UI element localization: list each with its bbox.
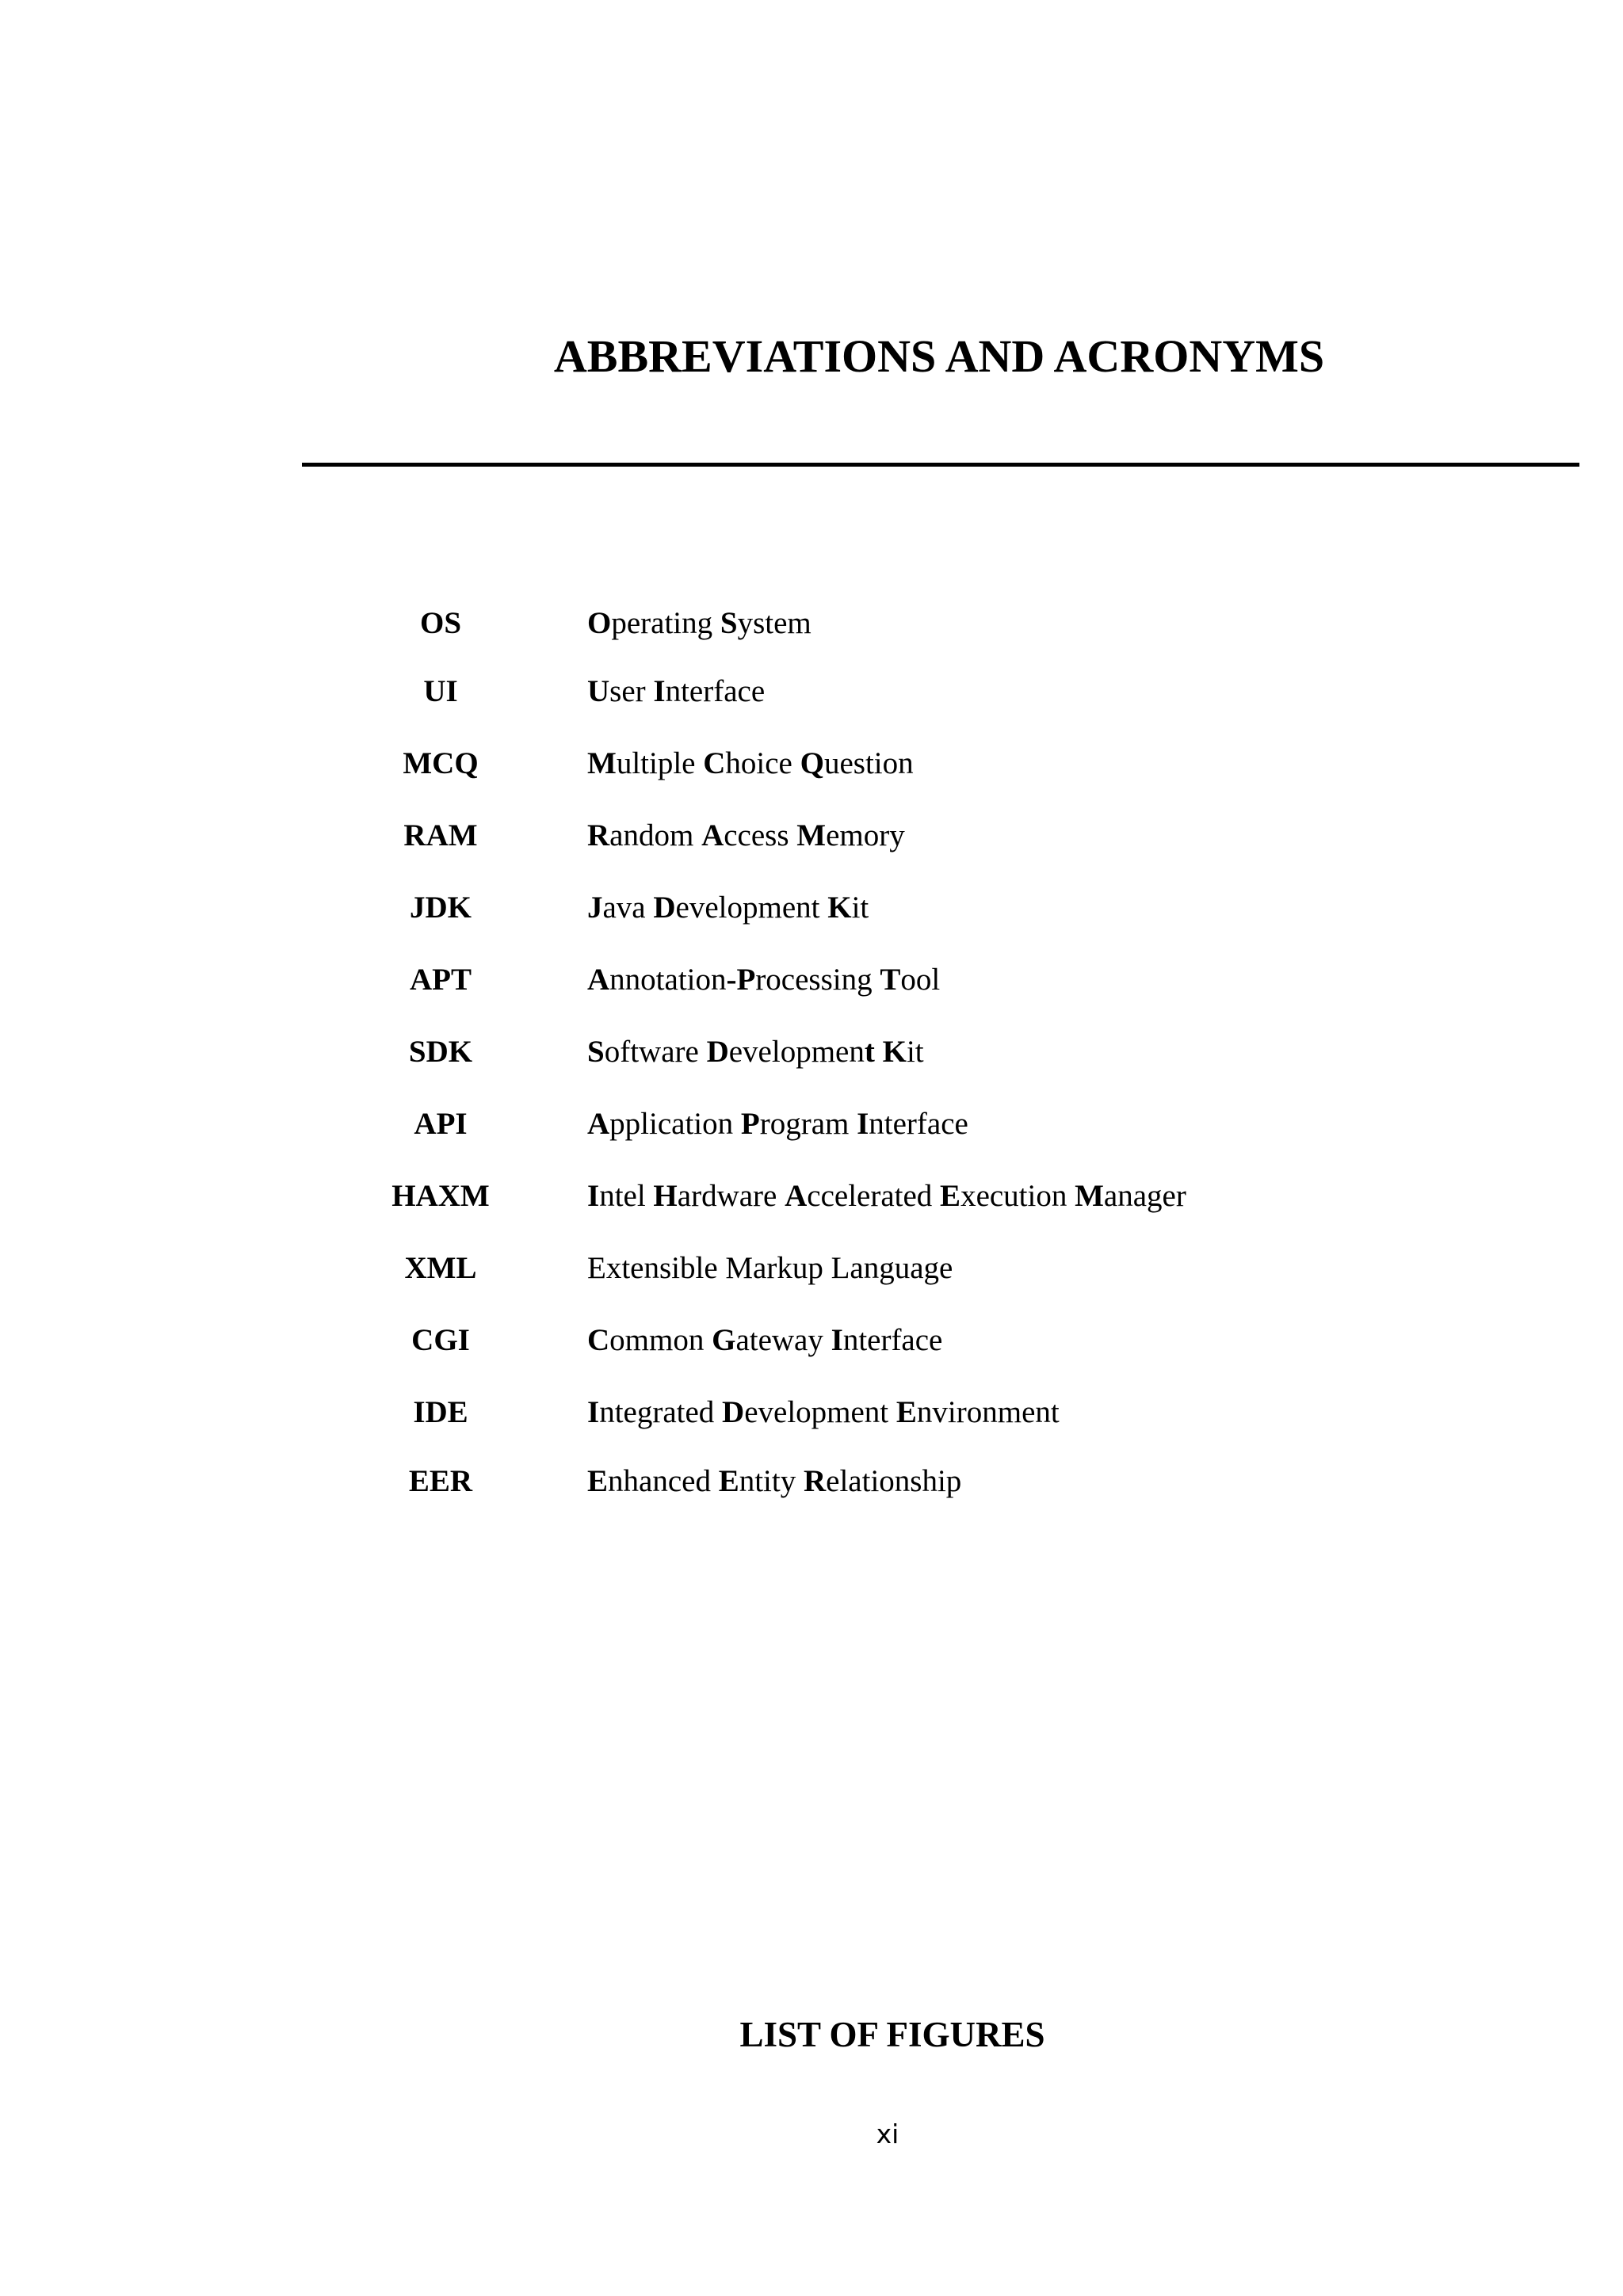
definition-initial: A xyxy=(785,1179,808,1213)
definition-initial: I xyxy=(587,1179,600,1213)
definition-text: andom xyxy=(609,818,702,852)
definition-initial: Q xyxy=(800,746,824,780)
abbreviation-row xyxy=(0,600,1623,647)
definition-text xyxy=(875,1035,883,1069)
definition-text: evelopmen xyxy=(728,1035,865,1069)
definition-text: ool xyxy=(900,963,941,997)
abbreviation-definition xyxy=(587,1458,961,1505)
abbreviation-row xyxy=(0,1317,1623,1364)
definition-initial: t xyxy=(864,1035,875,1069)
definition-text: ultiple xyxy=(616,746,704,780)
definition-text: rocessing xyxy=(755,963,880,997)
abbreviation-term: XML xyxy=(404,1251,477,1285)
definition-initial: M xyxy=(587,746,617,780)
definition-text: ntel xyxy=(599,1179,654,1213)
abbreviation-definition xyxy=(587,1028,924,1076)
definition-text: ommon xyxy=(609,1323,712,1357)
abbreviation-term: UI xyxy=(423,674,458,708)
definition-text: nterface xyxy=(869,1107,968,1141)
definition-initial: T xyxy=(880,963,901,997)
definition-initial: O xyxy=(587,606,612,640)
abbreviation-term: RAM xyxy=(403,818,478,852)
definition-initial: R xyxy=(587,818,610,852)
definition-initial: E xyxy=(587,1464,609,1498)
definition-text: ccelerated xyxy=(807,1179,941,1213)
page-number: xi xyxy=(876,2119,899,2149)
definition-text: nnotation xyxy=(609,963,727,997)
abbreviation-definition xyxy=(587,600,812,647)
definition-initial: E xyxy=(940,1179,961,1213)
page-title: ABBREVIATIONS AND ACRONYMS xyxy=(553,330,1325,382)
abbreviation-row xyxy=(0,956,1623,1004)
abbreviation-row xyxy=(0,884,1623,932)
abbreviation-definition xyxy=(587,1317,942,1364)
abbreviation-term: JDK xyxy=(410,891,472,925)
definition-text: evelopment xyxy=(744,1395,896,1429)
definition-text: perating xyxy=(611,606,720,640)
title-divider xyxy=(302,463,1579,467)
definition-initial: E xyxy=(896,1395,917,1429)
definition-text: elationship xyxy=(826,1464,962,1498)
definition-initial: G xyxy=(712,1323,736,1357)
definition-initial: A xyxy=(587,963,610,997)
abbreviation-row xyxy=(0,1458,1623,1505)
definition-text: rogram xyxy=(759,1107,857,1141)
definition-initial: U xyxy=(587,674,610,708)
definition-text: ser xyxy=(609,674,654,708)
definition-initial: J xyxy=(587,891,603,925)
abbreviation-row xyxy=(0,1173,1623,1220)
abbreviation-term: APT xyxy=(410,963,472,997)
abbreviation-definition xyxy=(587,884,869,932)
definition-initial: M xyxy=(796,818,827,852)
abbreviation-term: EER xyxy=(408,1464,473,1498)
abbreviation-term: API xyxy=(414,1107,468,1141)
definition-text: pplication xyxy=(609,1107,741,1141)
definition-text: it xyxy=(906,1035,924,1069)
abbreviation-row xyxy=(0,668,1623,715)
definition-initial: H xyxy=(653,1179,678,1213)
abbreviation-row xyxy=(0,1028,1623,1076)
definition-text: evelopment xyxy=(675,891,828,925)
definition-initial: E xyxy=(718,1464,739,1498)
definition-text: oftware xyxy=(604,1035,707,1069)
next-section-title: LIST OF FIGURES xyxy=(739,2015,1045,2054)
definition-text: ntity xyxy=(739,1464,804,1498)
definition-initial: R xyxy=(803,1464,827,1498)
definition-text: ystem xyxy=(737,606,812,640)
abbreviation-row xyxy=(0,812,1623,860)
abbreviation-definition xyxy=(587,1173,1186,1220)
definition-initial: D xyxy=(653,891,676,925)
abbreviation-definition xyxy=(587,812,905,860)
definition-text: emory xyxy=(826,818,905,852)
definition-initial: K xyxy=(827,891,852,925)
definition-initial: C xyxy=(703,746,726,780)
abbreviation-row xyxy=(0,740,1623,788)
definition-initial: M xyxy=(1075,1179,1104,1213)
abbreviation-definition xyxy=(587,956,940,1004)
definition-text: xecution xyxy=(960,1179,1075,1213)
definition-text: nterface xyxy=(665,674,766,708)
abbreviation-row xyxy=(0,1245,1623,1292)
definition-text: Extensible Markup Language xyxy=(587,1251,953,1285)
definition-text: nvironment xyxy=(916,1395,1060,1429)
abbreviation-term: OS xyxy=(419,606,462,640)
definition-initial: D xyxy=(722,1395,745,1429)
abbreviation-definition xyxy=(587,1245,953,1292)
definition-text: ccess xyxy=(724,818,797,852)
definition-text: uestion xyxy=(823,746,914,780)
abbreviation-definition xyxy=(587,1100,968,1148)
definition-initial: S xyxy=(720,606,738,640)
definition-text: nterface xyxy=(842,1323,943,1357)
definition-text: ava xyxy=(602,891,654,925)
definition-initial: A xyxy=(701,818,724,852)
abbreviation-term: IDE xyxy=(413,1395,468,1429)
definition-text: nhanced xyxy=(608,1464,719,1498)
abbreviation-definition xyxy=(587,668,765,715)
definition-initial: S xyxy=(587,1035,605,1069)
definition-text: hoice xyxy=(725,746,800,780)
abbreviation-term: MCQ xyxy=(403,746,479,780)
definition-initial: A xyxy=(587,1107,610,1141)
definition-initial: -P xyxy=(726,963,756,997)
definition-text: ardware xyxy=(677,1179,785,1213)
definition-initial: D xyxy=(706,1035,729,1069)
definition-initial: I xyxy=(587,1395,600,1429)
definition-text: ateway xyxy=(735,1323,831,1357)
definition-initial: P xyxy=(740,1107,760,1141)
definition-text: it xyxy=(851,891,869,925)
definition-initial: I xyxy=(831,1323,843,1357)
abbreviation-definition xyxy=(587,1389,1060,1436)
abbreviation-term: HAXM xyxy=(391,1179,490,1213)
definition-text: anager xyxy=(1103,1179,1186,1213)
abbreviation-definition xyxy=(587,740,914,788)
definition-initial: I xyxy=(653,674,666,708)
definition-initial: I xyxy=(857,1107,869,1141)
definition-text: ntegrated xyxy=(599,1395,723,1429)
definition-initial: C xyxy=(587,1323,610,1357)
definition-initial: K xyxy=(882,1035,907,1069)
abbreviation-term: CGI xyxy=(411,1323,470,1357)
abbreviation-row xyxy=(0,1100,1623,1148)
abbreviation-term: SDK xyxy=(408,1035,473,1069)
abbreviation-row xyxy=(0,1389,1623,1436)
